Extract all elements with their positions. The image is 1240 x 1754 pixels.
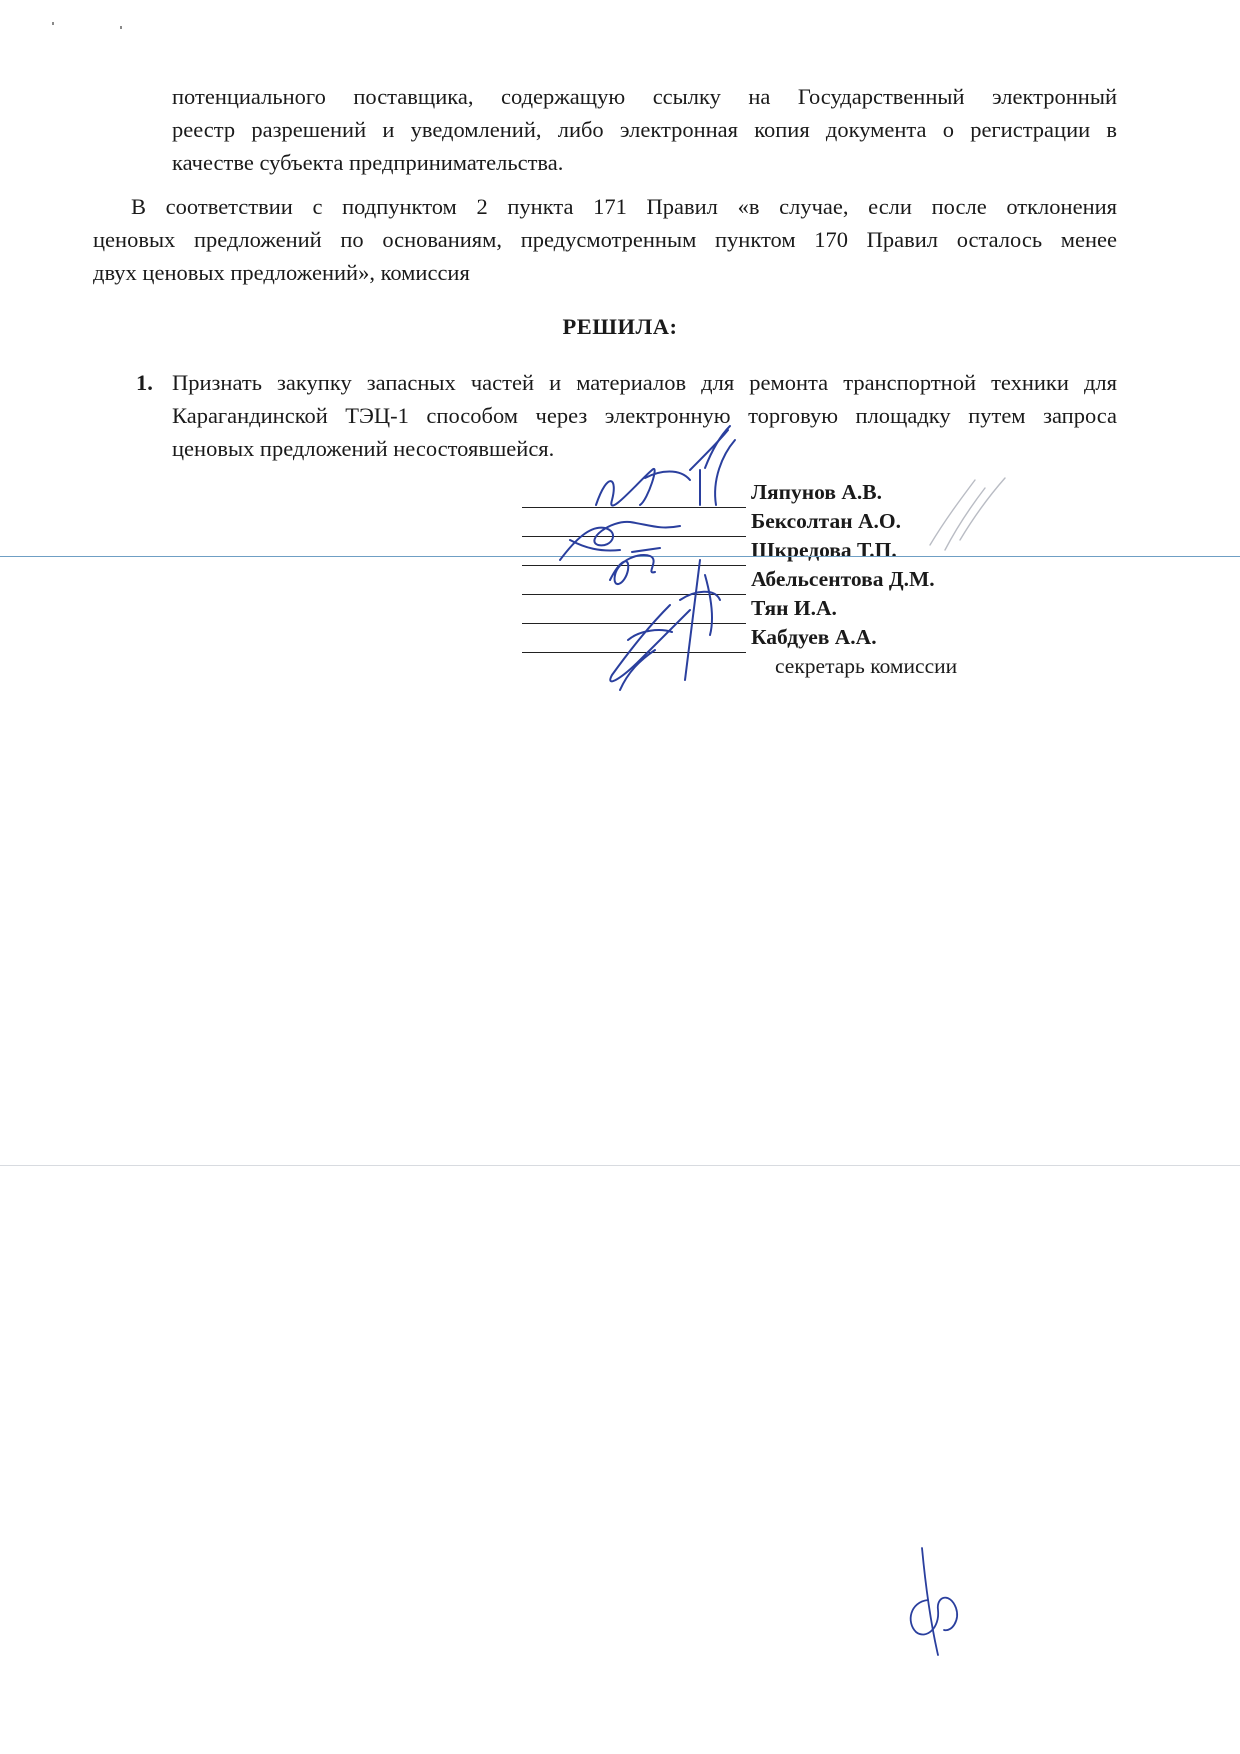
- text-line: ценовых предложений несостоявшейся.: [172, 436, 555, 461]
- signature-stroke: [680, 575, 720, 635]
- signature-line: [522, 507, 746, 508]
- text-line: ценовых предложений по основаниям, предусмотренным пунктом 170 Правил осталось менее: [93, 227, 1117, 252]
- text-line: двух ценовых предложений», комиссия: [93, 260, 470, 285]
- signature-stroke: [685, 560, 700, 680]
- text-line: Карагандинской ТЭЦ-1 способом через электронную торговую площадку путем запроса: [172, 403, 1117, 428]
- text-line: Признать закупку запасных частей и материалов для ремонта транспортной техники для: [172, 370, 1117, 395]
- scan-speck: [120, 26, 122, 29]
- signature-line: [522, 652, 746, 653]
- text-line: реестр разрешений и уведомлений, либо электронная копия документа о регистрации в: [172, 117, 1117, 142]
- signatory-name: Кабдуев А.А.: [751, 625, 877, 649]
- signature-stroke: [560, 522, 680, 560]
- fold-line: [0, 1165, 1240, 1166]
- signature-line: [522, 594, 746, 595]
- decision-item-text: [172, 366, 1117, 465]
- secretary-role: секретарь комиссии: [775, 654, 958, 678]
- text-line: В соответствии с подпунктом 2 пункта 171 Правил «в случае, если после отклонения: [131, 194, 1117, 219]
- rule-paragraph: [93, 190, 1117, 289]
- signature-line: [522, 565, 746, 566]
- text-line: качестве субъекта предпринимательства.: [172, 150, 564, 175]
- signature-line: [522, 623, 746, 624]
- text-line: потенциального поставщика, содержащую ссылку на Государственный электронный: [172, 84, 1117, 109]
- signatory-name: Бексолтан А.О.: [751, 509, 902, 533]
- scan-speck: [52, 22, 54, 25]
- signature-stroke: [930, 478, 1005, 550]
- signatory-name: Шкредова Т.П.: [751, 538, 897, 562]
- signatory-name: Ляпунов А.В.: [751, 480, 882, 504]
- decision-heading: РЕШИЛА:: [562, 314, 678, 339]
- scan-divider-line: [0, 556, 1240, 557]
- signature-line: [522, 536, 746, 537]
- signatory-name: Абельсентова Д.М.: [751, 567, 935, 591]
- intro-paragraph: [172, 80, 1117, 179]
- decision-item-number: 1.: [136, 370, 153, 395]
- signature-stroke: [610, 548, 660, 584]
- page-initial-mark: [900, 1540, 980, 1660]
- signatory-name: Тян И.А.: [751, 596, 837, 620]
- signature-stroke: [911, 1598, 957, 1635]
- signature-stroke: [620, 650, 655, 690]
- signature-stroke: [610, 605, 690, 681]
